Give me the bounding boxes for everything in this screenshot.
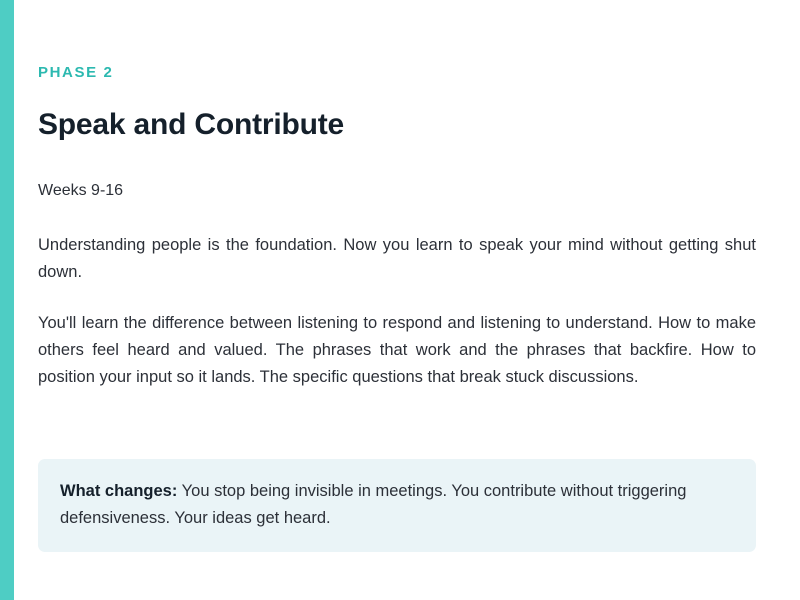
- callout-body-text: You stop being invisible in meetings. You contribute without triggering defensiveness. Your ideas get heard.: [60, 482, 687, 527]
- phase-label: PHASE 2: [38, 64, 114, 81]
- what-changes-callout: [38, 459, 756, 552]
- accent-bar-left: [0, 0, 14, 600]
- callout-lead-label: What changes:: [60, 482, 178, 500]
- weeks-range: Weeks 9-16: [38, 182, 124, 199]
- slide-content: [38, 0, 758, 600]
- page-title: Speak and Contribute: [38, 108, 345, 141]
- body-paragraph-2: You'll learn the difference between listening to respond and listening to understand. How to make others feel heard and valued. The phrases that work and the phrases that backfire. How to position your input so it lands. The specific questions that break stuck discussions.: [38, 314, 756, 386]
- body-paragraph-1: Understanding people is the foundation. Now you learn to speak your mind without getting shut down.: [38, 236, 756, 281]
